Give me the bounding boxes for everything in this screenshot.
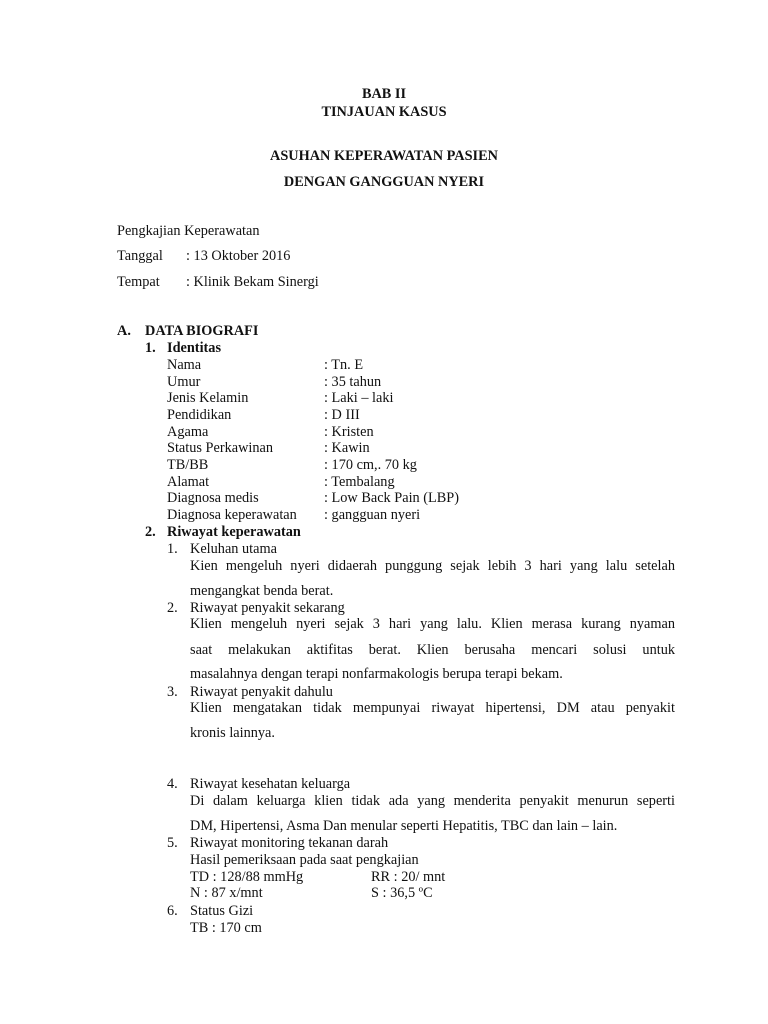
history-marker: 2. — [145, 524, 156, 540]
chapter-title: TINJAUAN KASUS — [321, 104, 447, 120]
identity-title: Identitas — [167, 340, 222, 356]
paragraph-line: Klien mengatakan tidak mempunyai riwayat hipertensi, DM atau penyakit — [190, 700, 675, 716]
identity-label: Umur — [167, 374, 201, 390]
history-item-title: Riwayat kesehatan keluarga — [190, 776, 351, 792]
paragraph-line: mengangkat benda berat. — [190, 583, 334, 599]
nutrition-value: TB : 170 cm — [190, 920, 262, 936]
identity-value: : Laki – laki — [324, 390, 394, 406]
identity-value: : Low Back Pain (LBP) — [324, 490, 460, 506]
date-label: Tanggal — [117, 248, 163, 264]
history-item-marker: 2. — [167, 600, 178, 616]
paragraph-line: saat melakukan aktifitas berat. Klien berusaha mencari solusi untuk — [190, 642, 675, 658]
history-item-marker: 3. — [167, 684, 178, 700]
identity-value: : 170 cm,. 70 kg — [324, 457, 417, 473]
history-item-title: Riwayat penyakit sekarang — [190, 600, 345, 616]
identity-label: Diagnosa keperawatan — [167, 507, 297, 523]
history-item-marker: 4. — [167, 776, 178, 792]
identity-value: : D III — [324, 407, 360, 423]
identity-value: : Kristen — [324, 424, 374, 440]
identity-label: Alamat — [167, 474, 210, 490]
history-item-title: Keluhan utama — [190, 541, 277, 557]
paragraph-line: masalahnya dengan terapi nonfarmakologis berupa terapi bekam. — [190, 666, 563, 682]
history-item-title: Riwayat penyakit dahulu — [190, 684, 333, 700]
identity-value: : gangguan nyeri — [324, 507, 421, 523]
vital-sign: RR : 20/ mnt — [371, 869, 446, 885]
identity-value: : Kawin — [324, 440, 370, 456]
paragraph-line: DM, Hipertensi, Asma Dan menular seperti Hepatitis, TBC dan lain – lain. — [190, 818, 618, 834]
place-label: Tempat — [117, 274, 160, 290]
identity-value: : Tn. E — [324, 357, 364, 373]
place-value: : Klinik Bekam Sinergi — [186, 274, 319, 290]
identity-value: : 35 tahun — [324, 374, 382, 390]
history-item-title: Riwayat monitoring tekanan darah — [190, 835, 389, 851]
identity-label: Status Perkawinan — [167, 440, 274, 456]
paragraph-line: kronis lainnya. — [190, 725, 275, 741]
identity-marker: 1. — [145, 340, 156, 356]
document-subtitle: DENGAN GANGGUAN NYERI — [283, 174, 485, 190]
identity-label: Diagnosa medis — [167, 490, 259, 506]
history-item-marker: 6. — [167, 903, 178, 919]
identity-value: : Tembalang — [324, 474, 395, 490]
identity-label: Pendidikan — [167, 407, 232, 423]
identity-label: Nama — [167, 357, 202, 373]
document-title: ASUHAN KEPERAWATAN PASIEN — [270, 148, 498, 164]
identity-label: Jenis Kelamin — [167, 390, 249, 406]
vital-sign: S : 36,5 ºC — [371, 885, 433, 901]
assessment-title: Pengkajian Keperawatan — [117, 223, 260, 239]
history-item-title: Status Gizi — [190, 903, 254, 919]
vital-sign: N : 87 x/mnt — [190, 885, 263, 901]
section-a-title: DATA BIOGRAFI — [145, 323, 259, 339]
history-item-marker: 1. — [167, 541, 178, 557]
exam-intro: Hasil pemeriksaan pada saat pengkajian — [190, 852, 419, 868]
paragraph-line: Di dalam keluarga klien tidak ada yang menderita penyakit menurun seperti — [190, 793, 675, 809]
date-value: : 13 Oktober 2016 — [186, 248, 291, 264]
identity-label: TB/BB — [167, 457, 209, 473]
paragraph-line: Kien mengeluh nyeri didaerah punggung sejak lebih 3 hari yang lalu setelah — [190, 558, 675, 574]
history-title: Riwayat keperawatan — [167, 524, 301, 540]
section-a-marker: A. — [117, 323, 131, 339]
identity-label: Agama — [167, 424, 209, 440]
history-item-marker: 5. — [167, 835, 178, 851]
vital-sign: TD : 128/88 mmHg — [190, 869, 304, 885]
paragraph-line: Klien mengeluh nyeri sejak 3 hari yang lalu. Klien merasa kurang nyaman — [190, 616, 675, 632]
chapter-number: BAB II — [361, 86, 407, 102]
